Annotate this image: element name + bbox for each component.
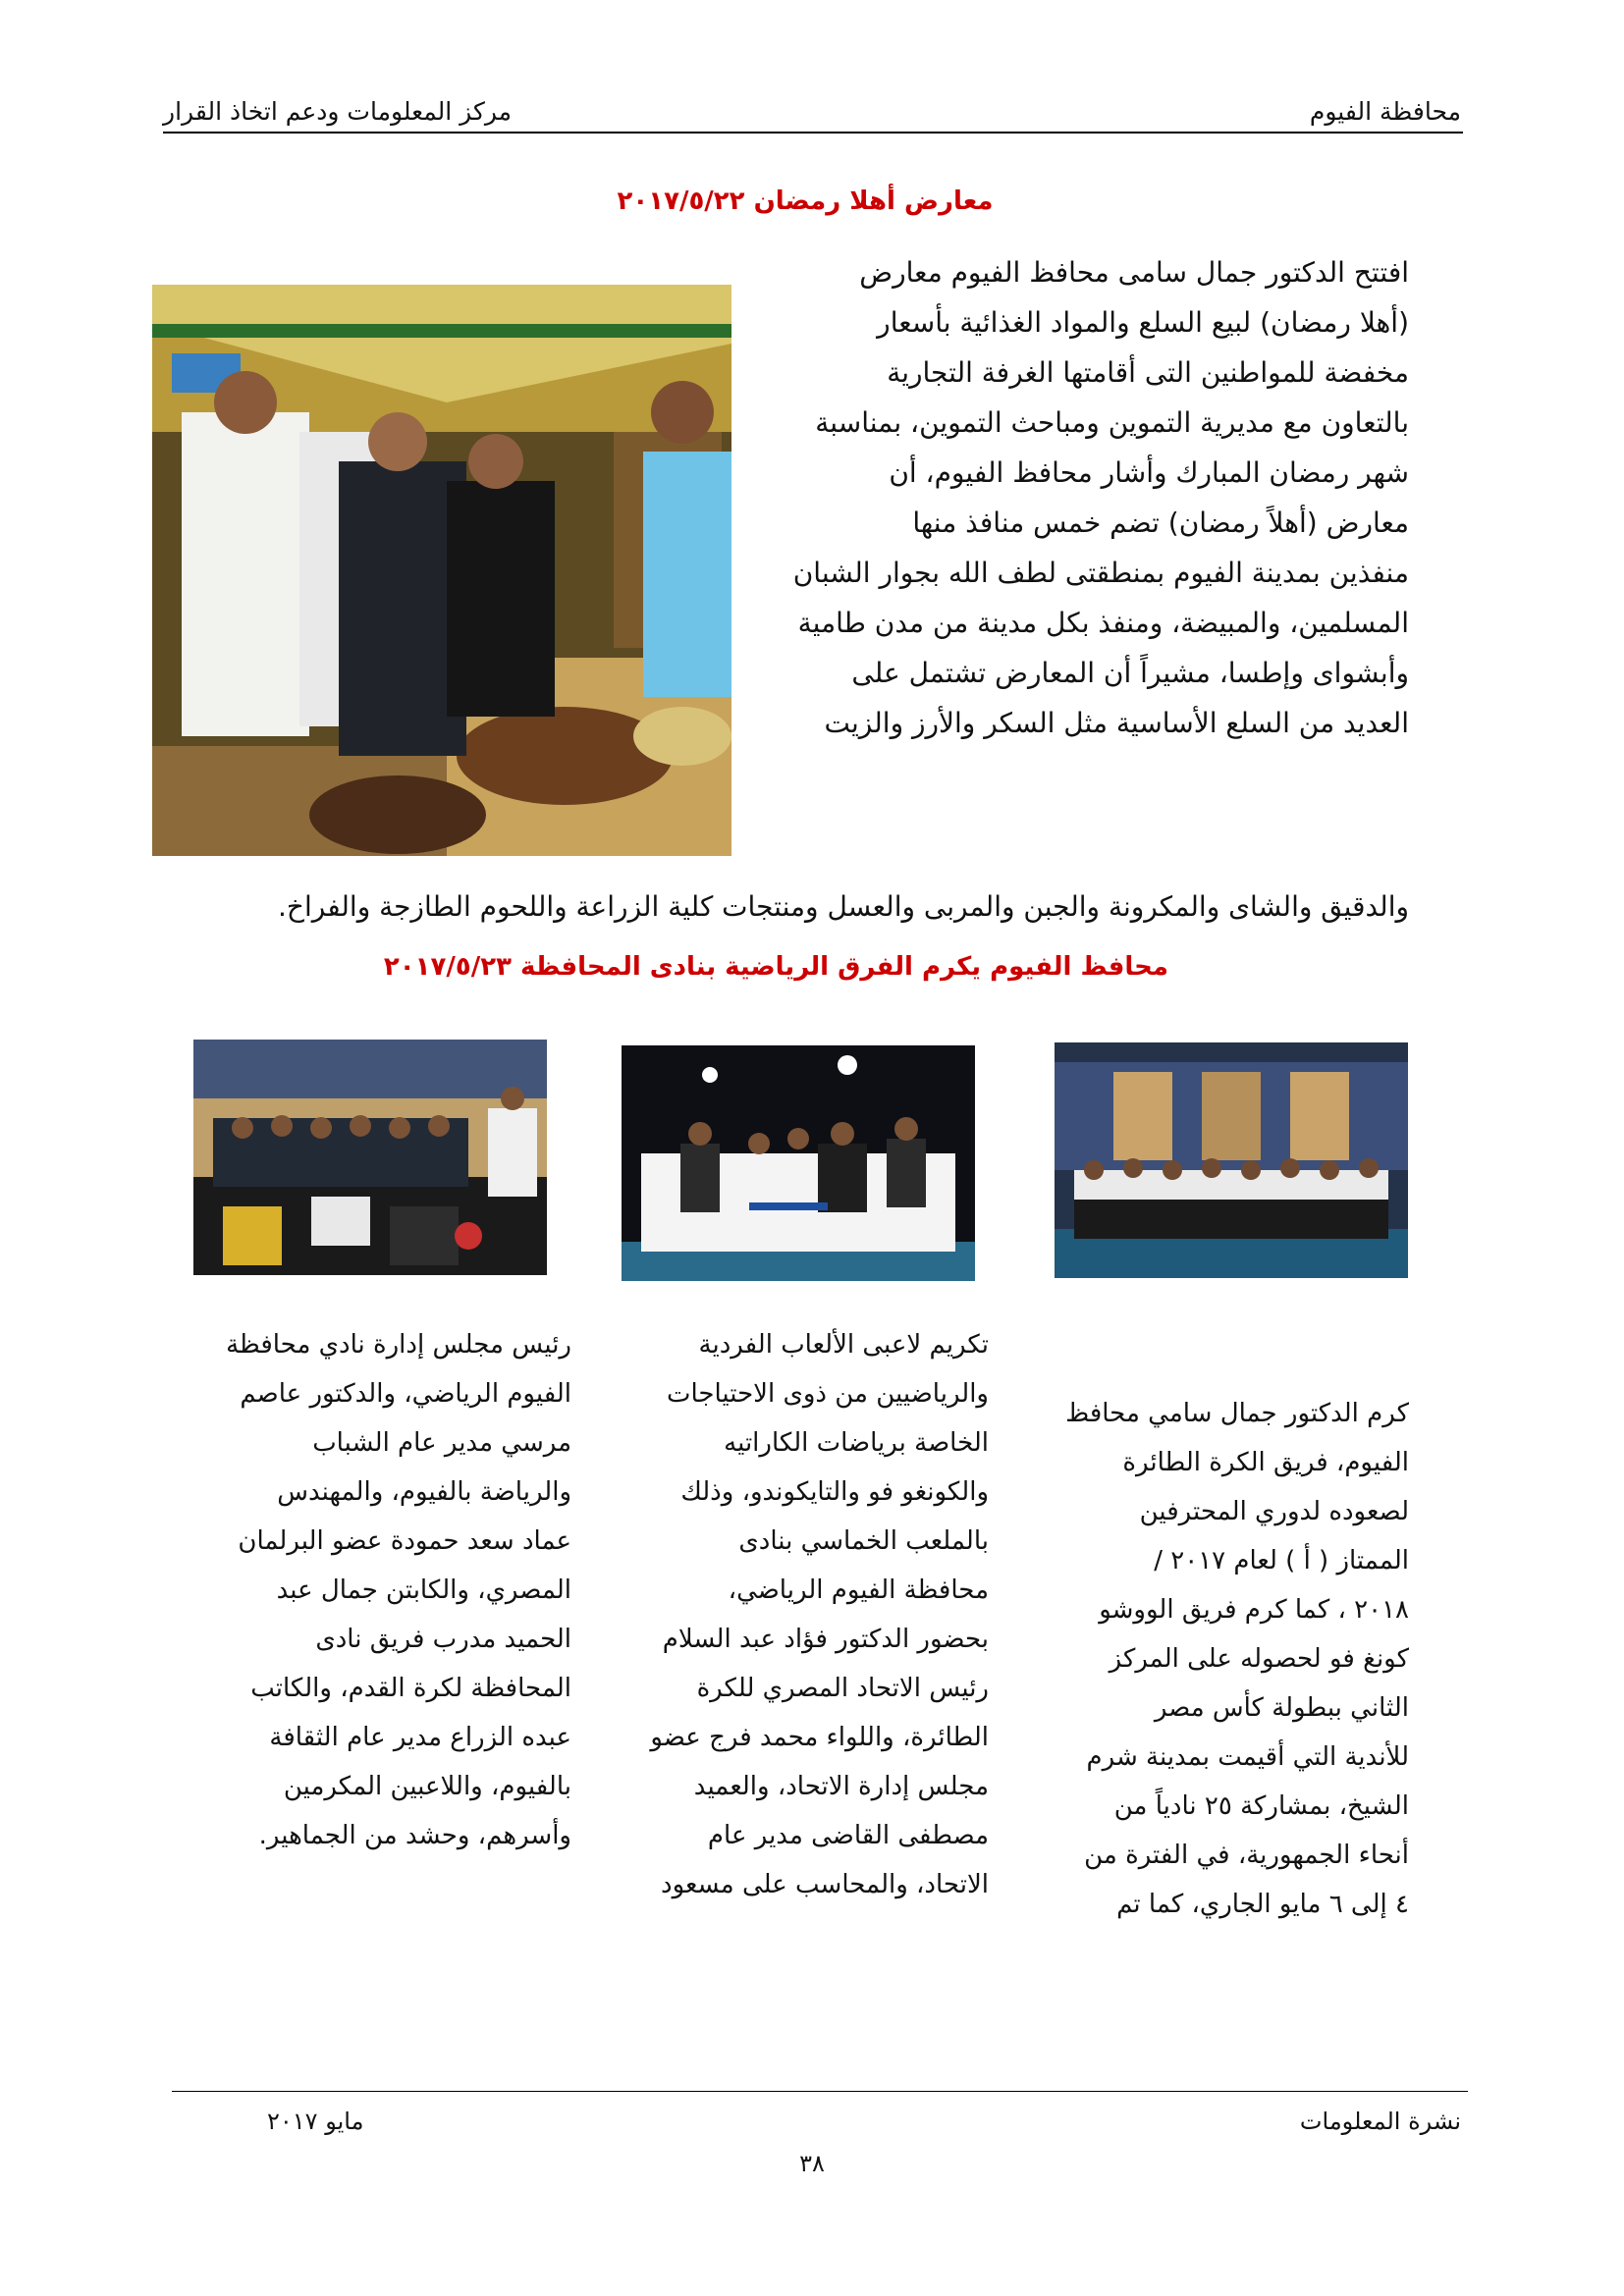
article1-line-3: مخفضة للمواطنين التى أقامتها الغرفة التجارية xyxy=(887,356,1409,389)
article1-line-6: معارض (أهلاً رمضان) تضم خمس منافذ منها xyxy=(912,507,1409,539)
col-left-line-9: عبده الزراع مدير عام الثقافة xyxy=(269,1723,571,1752)
footer-rule xyxy=(172,2091,1468,2092)
article1-line-7: منفذين بمدينة الفيوم بمنطقتى لطف الله بجوار الشبان xyxy=(792,557,1409,589)
header-right-text: محافظة الفيوم xyxy=(1309,97,1461,126)
col-left-line-10: بالفيوم، واللاعبين المكرمين xyxy=(283,1772,571,1801)
page-number: ٣٨ xyxy=(799,2150,825,2177)
header-left-text: مركز المعلومات ودعم اتخاذ القرار xyxy=(163,97,513,126)
col-right-line-7: الثاني ببطولة كأس مصر xyxy=(1154,1693,1409,1723)
header-rule xyxy=(163,132,1463,133)
article2-column-left xyxy=(177,1320,571,1860)
kung-fu-team-photo xyxy=(193,1040,547,1275)
col-right-line-4: الممتاز ( أ ) لعام ٢٠١٧ / xyxy=(1154,1546,1409,1575)
col-left-line-3: مرسي مدير عام الشباب xyxy=(312,1428,571,1458)
volleyball-team-photo xyxy=(1055,1042,1408,1278)
col-right-line-5: ٢٠١٨ ، كما كرم فريق الووشو xyxy=(1099,1595,1409,1625)
col-left-line-8: المحافظة لكرة القدم، والكاتب xyxy=(250,1674,571,1703)
footer-left-text: مايو ٢٠١٧ xyxy=(267,2108,364,2135)
col-middle-line-4: والكونغو فو والتايكوندو، وذلك xyxy=(680,1477,989,1507)
article2-column-middle xyxy=(594,1320,989,1909)
article1-line-2: (أهلا رمضان) لبيع السلع والمواد الغذائية بأسعار xyxy=(877,306,1409,339)
col-middle-line-6: محافظة الفيوم الرياضي، xyxy=(728,1575,989,1605)
col-left-line-1: رئيس مجلس إدارة نادي محافظة xyxy=(226,1330,571,1360)
col-right-line-6: كونغ فو لحصوله على المركز xyxy=(1109,1644,1409,1674)
article1-line-4: بالتعاون مع مديرية التموين ومباحث التموين، بمناسبة xyxy=(815,406,1409,439)
article1-title: معارض أهلا رمضان ٢٠١٧/٥/٢٢ xyxy=(617,187,994,216)
col-right-line-8: للأندية التي أقيمت بمدينة شرم xyxy=(1086,1742,1409,1772)
col-middle-line-1: تكريم لاعبى الألعاب الفردية xyxy=(698,1330,989,1360)
col-right-line-9: الشيخ، بمشاركة ٢٥ نادياً من xyxy=(1113,1791,1409,1821)
col-right-line-1: كرم الدكتور جمال سامي محافظ xyxy=(1065,1399,1409,1428)
col-right-line-10: أنحاء الجمهورية، في الفترة من xyxy=(1084,1841,1409,1870)
col-middle-line-12: الاتحاد، والمحاسب على مسعود xyxy=(661,1870,989,1899)
col-left-line-11: وأسرهم، وحشد من الجماهير. xyxy=(258,1821,571,1850)
col-middle-line-5: بالملعب الخماسي بنادى xyxy=(738,1526,989,1556)
col-middle-line-10: مجلس إدارة الاتحاد، والعميد xyxy=(693,1772,989,1801)
col-middle-line-8: رئيس الاتحاد المصري للكرة xyxy=(696,1674,989,1703)
article1-line-1: افتتح الدكتور جمال سامى محافظ الفيوم معارض xyxy=(859,256,1409,289)
col-right-line-3: لصعوده لدوري المحترفين xyxy=(1139,1497,1409,1526)
karate-athletes-photo xyxy=(622,1045,975,1281)
ramadan-exhibition-photo xyxy=(152,285,731,856)
article2-column-right xyxy=(1011,1389,1409,1929)
col-left-line-6: المصري، والكابتن جمال عبد xyxy=(276,1575,571,1605)
article1-line-10: العديد من السلع الأساسية مثل السكر والأرز والزيت xyxy=(824,707,1409,739)
article1-line-9: وأبشواى وإطسا، مشيراً أن المعارض تشتمل على xyxy=(851,657,1409,689)
col-middle-line-7: بحضور الدكتور فؤاد عبد السلام xyxy=(662,1625,989,1654)
article1-last-line: والدقيق والشاى والمكرونة والجبن والمربى والعسل ومنتجات كلية الزراعة واللحوم الطازجة والفراخ. xyxy=(278,890,1409,923)
col-left-line-7: الحميد مدرب فريق نادى xyxy=(315,1625,571,1654)
article2-title: محافظ الفيوم يكرم الفرق الرياضية بنادى المحافظة ٢٠١٧/٥/٢٣ xyxy=(383,952,1168,982)
article1-line-8: المسلمين، والمبيضة، ومنفذ بكل مدينة من مدن طامية xyxy=(797,607,1409,639)
col-right-line-2: الفيوم، فريق الكرة الطائرة xyxy=(1122,1448,1409,1477)
col-left-line-2: الفيوم الرياضي، والدكتور عاصم xyxy=(240,1379,571,1409)
col-left-line-5: عماد سعد حمودة عضو البرلمان xyxy=(238,1526,571,1556)
footer-right-text: نشرة المعلومات xyxy=(1299,2108,1461,2135)
article1-line-5: شهر رمضان المبارك وأشار محافظ الفيوم، أن xyxy=(889,456,1409,489)
col-middle-line-11: مصطفى القاضى مدير عام xyxy=(707,1821,989,1850)
col-middle-line-2: والرياضيين من ذوى الاحتياجات xyxy=(667,1379,989,1409)
col-left-line-4: والرياضة بالفيوم، والمهندس xyxy=(277,1477,571,1507)
article1-body xyxy=(756,247,1409,748)
col-middle-line-9: الطائرة، واللواء محمد فرج عضو xyxy=(650,1723,989,1752)
col-middle-line-3: الخاصة برياضات الكاراتيه xyxy=(724,1428,989,1458)
col-right-line-11: ٤ إلى ٦ مايو الجاري، كما تم xyxy=(1116,1890,1409,1919)
